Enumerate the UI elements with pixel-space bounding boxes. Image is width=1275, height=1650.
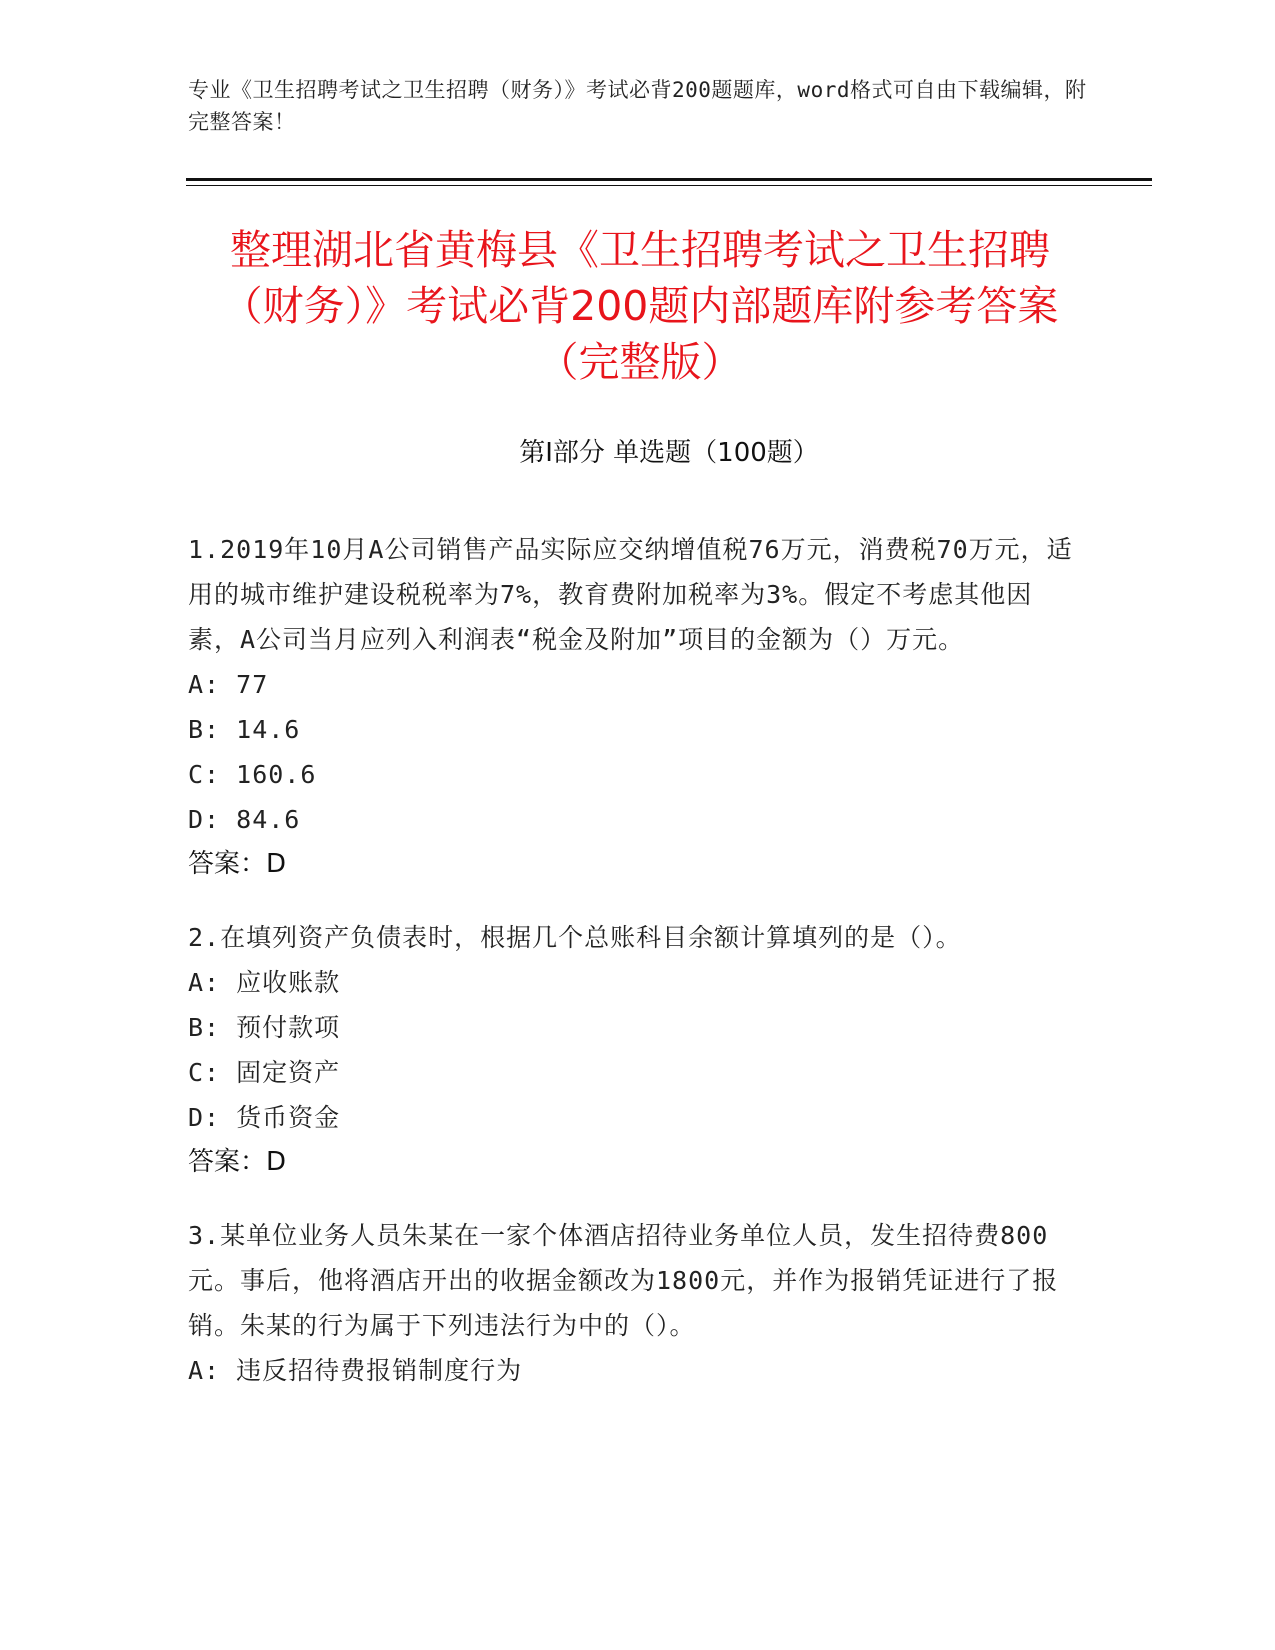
header-note: 专业《卫生招聘考试之卫生招聘（财务）》考试必背200题题库，word格式可自由下载编辑，附完整答案！ [188,78,1087,134]
option-d: D: 货币资金 [188,1103,341,1132]
header-divider-thin [186,185,1152,186]
answer: 答案：D [188,1147,287,1177]
option-b: B: 14.6 [188,715,301,744]
question-stem: 3.某单位业务人员朱某在一家个体酒店招待业务单位人员，发生招待费800元。事后，他将酒店开出的收据金额改为1800元，并作为报销凭证进行了报销。朱某的行为属于下列违法行为中的（）。 [188,1221,1059,1340]
option-b: B: 预付款项 [188,1013,341,1042]
answer: 答案：D [188,849,287,879]
question-stem: 1.2019年10月A公司销售产品实际应交纳增值税76万元，消费税70万元，适用的城市维护建设税税率为7%，教育费附加税率为3%。假定不考虑其他因素，A公司当月应列入利润表“税金及附加”项目的金额为（）万元。 [188,535,1073,654]
document-title: 整理湖北省黄梅县《卫生招聘考试之卫生招聘（财务）》考试必背200题内部题库附参考答案（完整版） [221,226,1059,386]
option-a: A: 应收账款 [188,968,341,997]
question-3 [188,1213,1078,1393]
option-d: D: 84.6 [188,805,301,834]
header-divider-thick [186,178,1152,181]
option-a: A: 77 [188,670,269,699]
section-title: 第Ⅰ部分 单选题（100题） [519,438,819,468]
option-c: C: 160.6 [188,760,317,789]
question-stem: 2.在填列资产负债表时，根据几个总账科目余额计算填列的是（）。 [188,923,962,952]
question-list [188,527,1078,1421]
question-1 [188,527,1078,887]
question-2 [188,915,1078,1185]
option-a: A: 违反招待费报销制度行为 [188,1356,523,1385]
option-c: C: 固定资产 [188,1058,341,1087]
